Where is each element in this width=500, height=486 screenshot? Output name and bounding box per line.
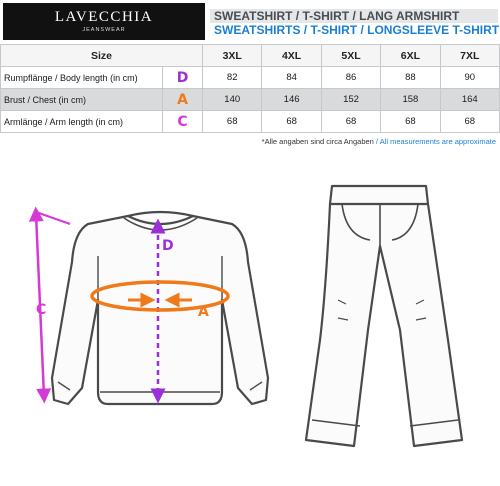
- measure-c-top-line: [36, 212, 70, 224]
- label-c: C: [36, 302, 47, 318]
- garment-illustrations: [0, 160, 500, 486]
- pants-illustration: [306, 186, 462, 446]
- note-separator: /: [373, 137, 380, 146]
- table-cell: 68: [381, 111, 440, 133]
- size-col-6xl: 6XL: [381, 45, 440, 67]
- row-label-arm-length: Armlänge / Arm length (in cm): [1, 111, 163, 133]
- table-row-chest: [1, 89, 500, 111]
- approximation-note: [262, 137, 496, 146]
- size-col-3xl: 3XL: [203, 45, 262, 67]
- size-header: Size: [1, 45, 203, 67]
- table-cell: 146: [262, 89, 321, 111]
- row-letter-d: D: [163, 67, 203, 89]
- row-label-chest: Brust / Chest (in cm): [1, 89, 163, 111]
- table-cell: 90: [440, 67, 499, 89]
- title-english: SWEATSHIRTS / T-SHIRT / LONGSLEEVE T-SHIRT: [214, 23, 500, 37]
- note-german: *Alle angaben sind circa Angaben: [261, 137, 374, 146]
- row-letter-c: C: [163, 111, 203, 133]
- table-row-arm-length: [1, 111, 500, 133]
- label-a: A: [198, 304, 209, 320]
- table-cell: 68: [440, 111, 499, 133]
- table-cell: 68: [262, 111, 321, 133]
- note-english: All measurements are approximate: [379, 137, 496, 146]
- label-d: D: [162, 238, 174, 254]
- table-cell: 84: [262, 67, 321, 89]
- brand-name: LAVECCHIA: [54, 9, 154, 25]
- size-col-4xl: 4XL: [262, 45, 321, 67]
- table-cell: 68: [203, 111, 262, 133]
- size-col-7xl: 7XL: [440, 45, 499, 67]
- brand-logo: [3, 3, 205, 40]
- row-label-body-length: Rumpflänge / Body length (in cm): [1, 67, 163, 89]
- table-cell: 158: [381, 89, 440, 111]
- title-german: SWEATSHIRT / T-SHIRT / LANG ARMSHIRT: [210, 9, 498, 23]
- table-header-row: [1, 45, 500, 67]
- table-cell: 140: [203, 89, 262, 111]
- table-cell: 152: [321, 89, 380, 111]
- sweatshirt-illustration: [52, 212, 268, 404]
- size-table: [0, 44, 500, 133]
- table-cell: 86: [321, 67, 380, 89]
- table-cell: 164: [440, 89, 499, 111]
- table-cell: 88: [381, 67, 440, 89]
- table-cell: 82: [203, 67, 262, 89]
- table-row-body-length: [1, 67, 500, 89]
- brand-subtitle: JEANSWEAR: [82, 27, 126, 33]
- size-col-5xl: 5XL: [321, 45, 380, 67]
- table-cell: 68: [321, 111, 380, 133]
- row-letter-a: A: [163, 89, 203, 111]
